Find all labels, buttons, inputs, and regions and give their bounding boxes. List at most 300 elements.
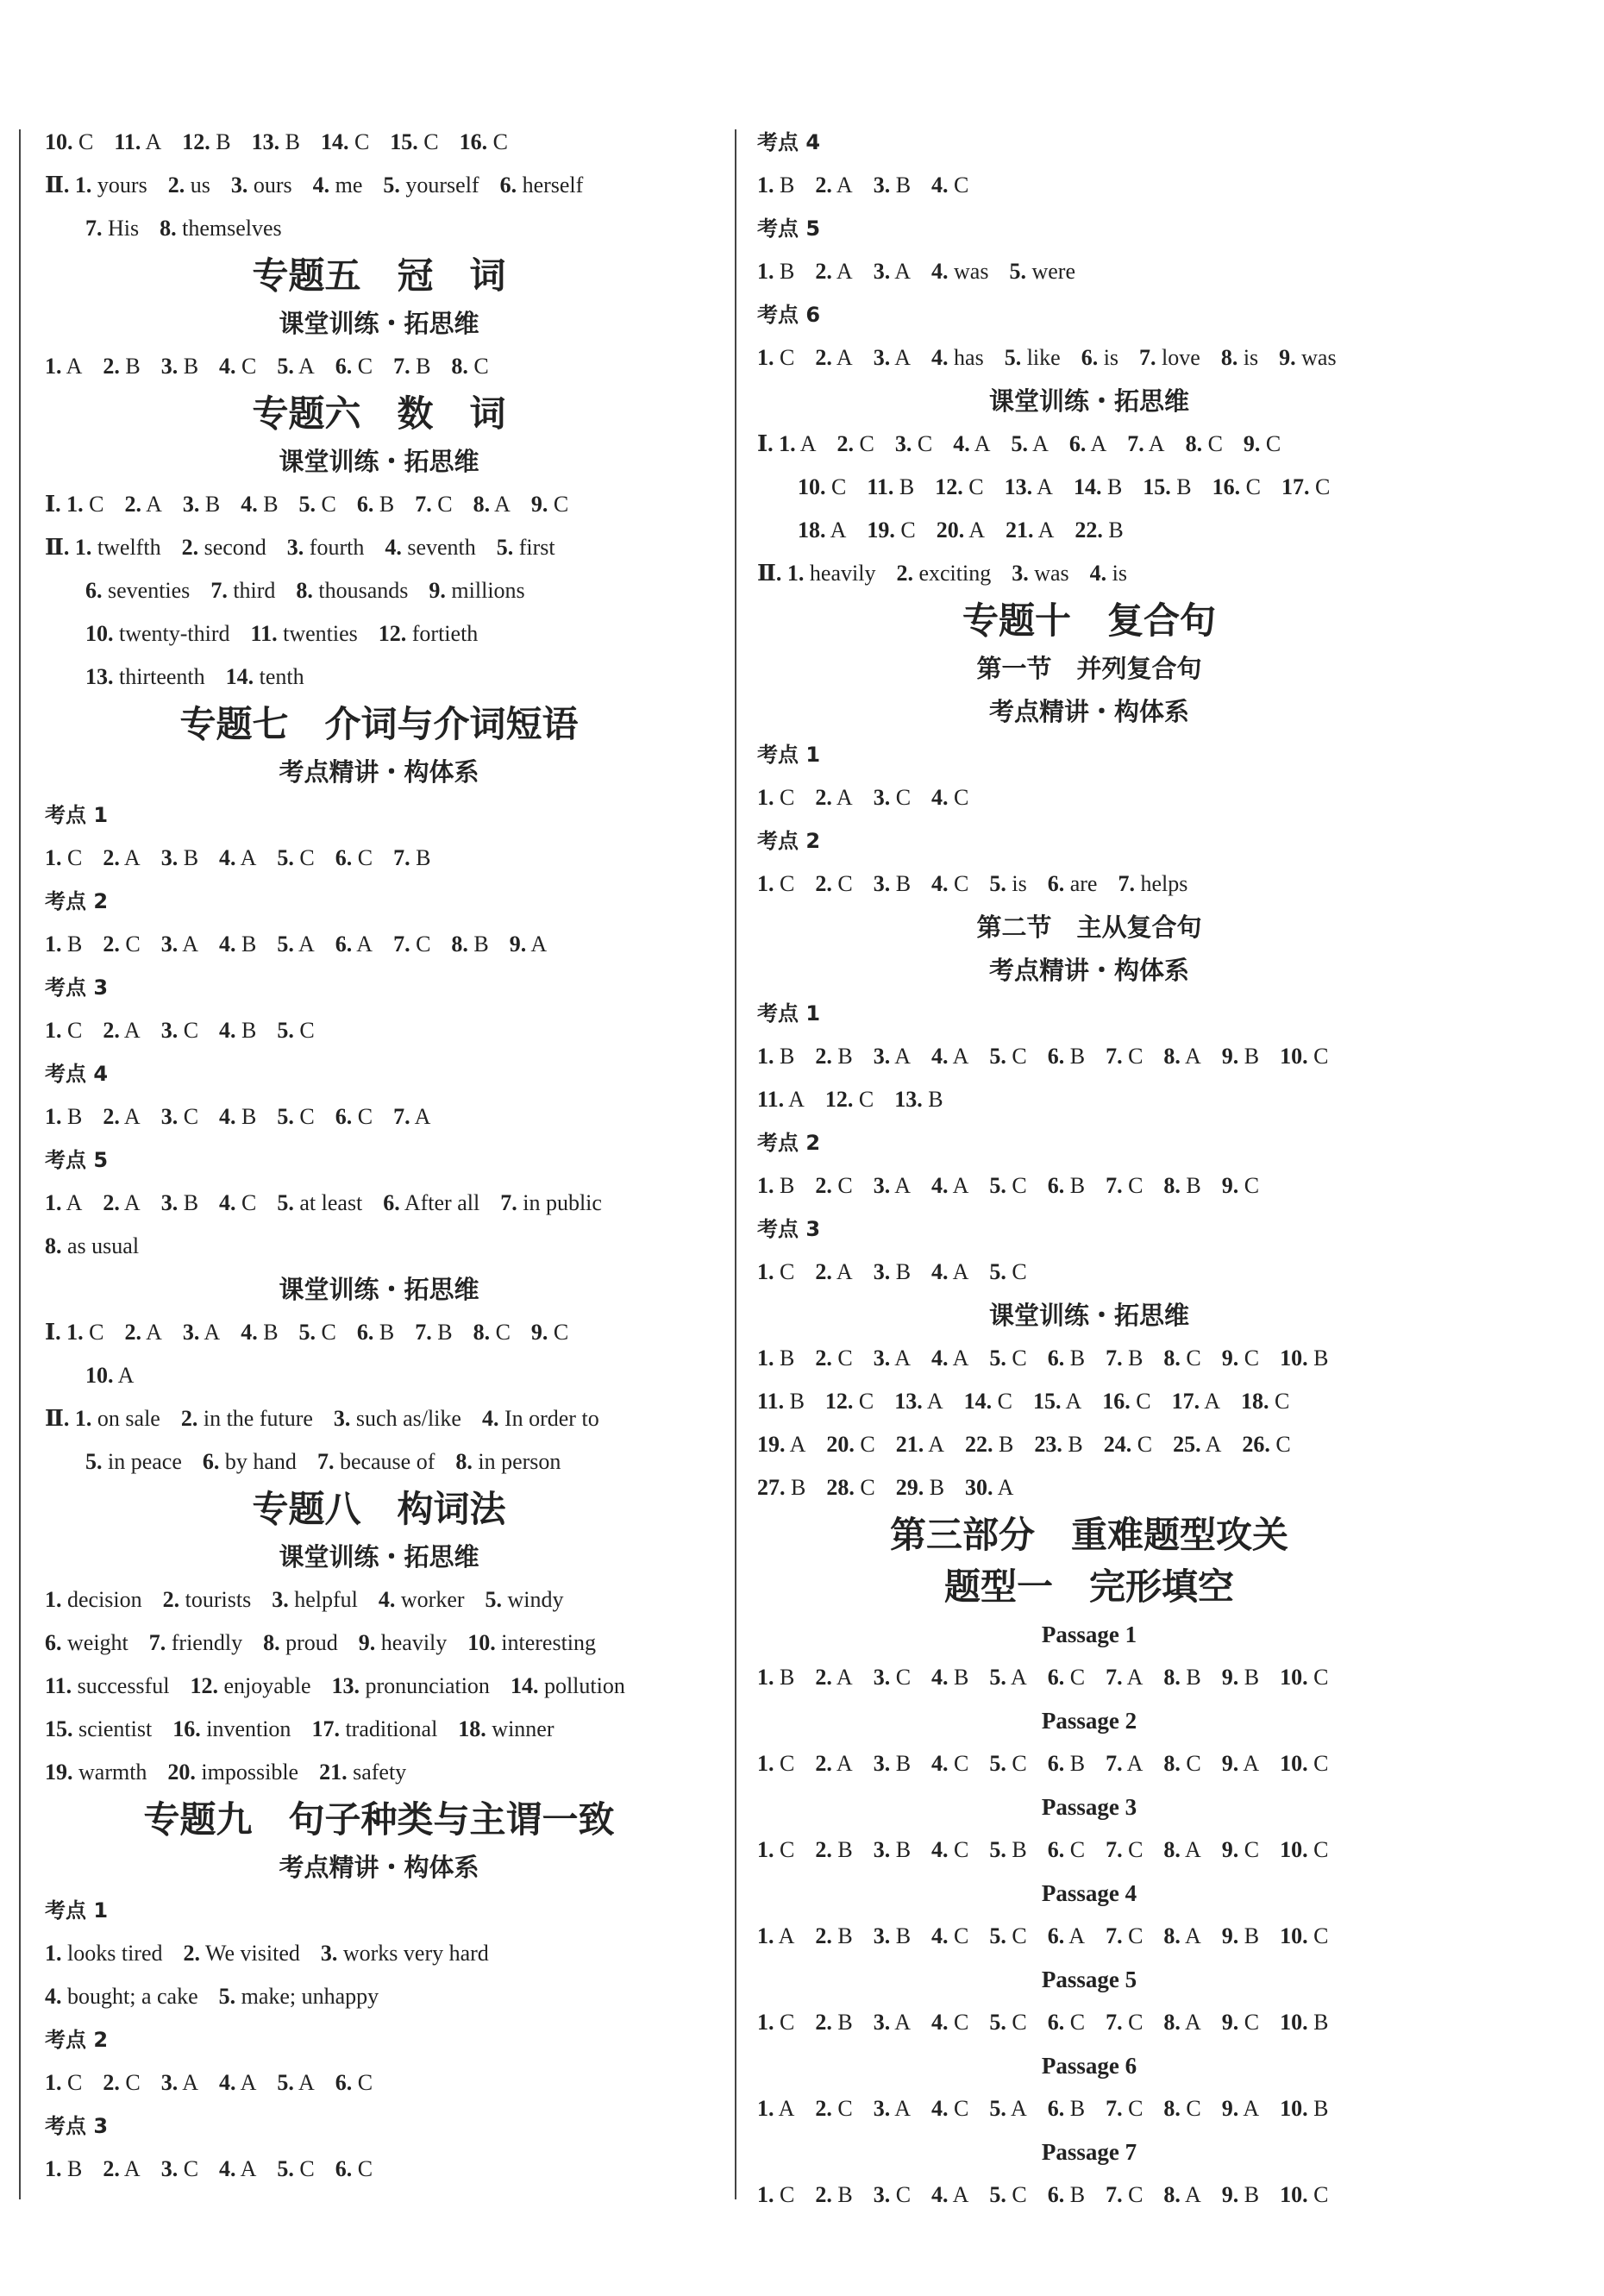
topic-title: 专题五 冠 词 [252,254,506,297]
answer-item: 1. B [45,1104,83,1129]
right-column [757,121,1421,2217]
answer-item: 2. C [103,932,141,957]
answer-item: 11. B [757,1389,805,1414]
answer-item: 9. millions [429,578,525,603]
answer-item: 6. C [335,2070,373,2095]
answer-item: 10. C [45,129,94,154]
answer-item: 2. A [103,1104,141,1129]
answer-item: 5. first [496,535,555,560]
answer-item: 4. C [219,354,257,379]
answer-item: 2. A [124,1320,162,1345]
answer-item: 19. C [867,518,916,543]
answer-item: 10. C [1280,1923,1329,1948]
answer-item: 3. A [873,259,912,284]
answer-item: 8. A [1163,2182,1201,2207]
section-heading: 课堂训练・拓思维 [279,447,479,476]
answer-item: 14. B [1073,474,1123,499]
answer-item: Ⅱ. 1. yours [45,173,147,198]
answer-item: 19. A [757,1432,806,1457]
answer-item: 2. B [815,1044,853,1069]
answer-item: 6. weight [45,1630,128,1655]
answer-item: 1. C [757,1751,795,1776]
answer-item: 8. thousands [296,578,409,603]
answer-item: 13. B [894,1087,943,1112]
answer-item: 18. A [798,518,847,543]
answer-item: 2. A [815,259,853,284]
answer-item: 2. A [103,845,141,870]
answer-item: 4. A [931,1259,969,1284]
section-heading: 考点精讲・构体系 [279,757,479,787]
answer-item: 2. in the future [180,1406,313,1431]
answer-item: 22. B [1075,518,1124,543]
answer-item: 5. C [989,2182,1027,2207]
answer-item: 1. C [757,2182,795,2207]
answer-item: 8. proud [263,1630,338,1655]
answer-item: 8. themselves [160,216,282,241]
answer-row [45,1932,713,1975]
answer-item: 3. works very hard [320,1941,489,1966]
answer-item: 2. C [815,1173,853,1198]
answer-item: 7. love [1139,345,1200,370]
answer-item: 5. C [277,845,315,870]
answer-item: 3. B [873,1259,912,1284]
answer-item: 4. C [931,2096,969,2121]
answer-item: 6. B [1047,1173,1086,1198]
answer-item: 6. C [335,1104,373,1129]
answer-item: 7. B [393,354,431,379]
answer-item: 1. C [757,1259,795,1284]
answer-item: 4. is [1089,561,1127,586]
answer-item: 7. because of [316,1449,435,1474]
answer-item: 1. B [757,173,795,198]
answer-item: 1. decision [45,1587,142,1612]
answer-item: 1. A [45,1190,83,1215]
section-heading: 课堂训练・拓思维 [279,1542,479,1571]
answer-item: 10. C [1280,1837,1329,1862]
answer-item: 5. like [1004,345,1061,370]
answer-item: 14. C [963,1389,1012,1414]
answer-item: 9. C [1221,1173,1260,1198]
answer-row [45,656,713,699]
answer-item: 11. B [867,474,915,499]
answer-row [757,423,1421,466]
topic-title: 第三部分 重难题型攻关 [889,1514,1288,1556]
answer-item: 8. C [1163,1751,1201,1776]
left-column [45,121,713,2191]
answer-item: 28. C [826,1475,875,1500]
answer-item: 7. A [1127,431,1165,456]
topic-title: 专题十 复合句 [962,599,1216,642]
answer-item: 7. C [1106,2096,1143,2121]
answer-row [757,776,1421,819]
answer-item: 5. were [1009,259,1075,284]
answer-item: 5. A [989,2096,1027,2121]
answer-item: 8. is [1220,345,1259,370]
answer-item: 5. C [277,2156,315,2181]
answer-item: 5. C [989,2010,1027,2035]
answer-item: 12. C [824,1389,874,1414]
section-heading: 课堂训练・拓思维 [279,309,479,338]
section-heading: 第二节 主从复合句 [976,913,1202,942]
answer-item: 8. C [1163,2096,1201,2121]
answer-item: 11. successful [45,1673,170,1698]
answer-item: 10. C [1280,1044,1329,1069]
answer-row [757,1251,1421,1294]
answer-item: 6. B [1047,1346,1086,1371]
answer-item: 1. C [757,1837,795,1862]
answer-item: 7. friendly [148,1630,243,1655]
answer-item: 4. C [931,871,969,896]
answer-item: 6. C [335,354,373,379]
answer-item: 2. B [815,2182,853,2207]
answer-item: 7. A [1106,1665,1143,1690]
answer-item: 4. A [931,1346,969,1371]
answer-item: 9. C [1221,1837,1260,1862]
answer-item: 8. A [1163,1923,1201,1948]
answer-item: 21. A [1006,518,1055,543]
answer-item: 19. warmth [45,1760,147,1785]
answer-item: 2. second [181,535,266,560]
answer-item: 9. C [1243,431,1281,456]
answer-row [45,1751,713,1794]
answer-item: 3. C [894,431,933,456]
answer-item: 6. B [356,492,395,517]
answer-item: 1. C [757,345,795,370]
answer-item: 6. B [356,1320,395,1345]
answer-item: 21. A [895,1432,945,1457]
section-heading: 考点精讲・构体系 [988,697,1189,726]
answer-item: 5. A [277,354,315,379]
answer-item: 3. B [873,1837,912,1862]
answer-row [45,207,713,250]
answer-item: 6. is [1081,345,1119,370]
answer-row [45,121,713,164]
answer-item: 3. C [160,2156,199,2181]
answer-item: 7. in public [500,1190,602,1215]
answer-item: 7. C [1106,2010,1143,2035]
answer-item: 2. B [815,2010,853,2035]
answer-item: 18. winner [458,1716,555,1741]
topic-title: 专题六 数 词 [252,392,506,435]
answer-row [757,1915,1421,1958]
answer-item: 4. A [219,2070,257,2095]
passage-heading: Passage 1 [1041,1622,1137,1647]
answer-item: 5. C [989,1923,1027,1948]
answer-item: 10. B [1280,2010,1329,2035]
answer-item: 16. C [1212,474,1261,499]
answer-item: 3. B [160,354,199,379]
answer-item: 14. C [320,129,370,154]
answer-item: 10. C [1280,1665,1329,1690]
kaodian-label: 考点 1 [757,1001,821,1026]
answer-item: 5. A [1011,431,1049,456]
answer-item: 2. A [815,785,853,810]
kaodian-label: 考点 2 [45,889,109,913]
answer-item: 4. A [219,2156,257,2181]
answer-item: 3. B [160,1190,199,1215]
answer-item: 11. A [114,129,162,154]
section-heading: 考点精讲・构体系 [988,956,1189,985]
topic-title: 专题七 介词与介词短语 [179,703,579,745]
answer-item: 13. thirteenth [85,664,205,689]
answer-item: 24. C [1103,1432,1153,1457]
answer-item: 6. C [1047,1665,1086,1690]
answer-item: 8. as usual [45,1233,140,1258]
answer-item: 21. safety [319,1760,407,1785]
answer-item: 4. C [931,173,969,198]
answer-item: 6. herself [499,173,584,198]
answer-item: 7. His [85,216,140,241]
answer-row [757,1656,1421,1699]
answer-item: 6. B [1047,2096,1086,2121]
answer-row [45,483,713,526]
answer-item: 20. C [826,1432,875,1457]
answer-item: 5. C [989,1259,1027,1284]
answer-item: 15. C [390,129,439,154]
answer-item: 16. C [459,129,508,154]
answer-item: 6. After all [383,1190,480,1215]
answer-item: 2. C [815,1346,853,1371]
answer-item: 1. B [757,1173,795,1198]
kaodian-label: 考点 2 [757,829,821,853]
kaodian-label: 考点 5 [45,1148,109,1172]
kaodian-label: 考点 6 [757,303,821,327]
kaodian-label: 考点 3 [757,1217,821,1241]
answer-item: 4. A [219,845,257,870]
answer-item: 9. B [1221,1665,1260,1690]
answer-item: 20. impossible [167,1760,299,1785]
answer-item: 17. traditional [311,1716,438,1741]
answer-item: 12. C [824,1087,874,1112]
answer-item: 3. ours [230,173,292,198]
answer-item: 3. A [873,2010,912,2035]
answer-row [757,1466,1421,1509]
kaodian-label: 考点 1 [757,743,821,767]
answer-item: 7. C [1106,1173,1143,1198]
answer-row [757,164,1421,207]
answer-item: 5. C [989,1751,1027,1776]
answer-row [45,1009,713,1052]
answer-item: 2. B [103,354,141,379]
answer-item: 16. invention [172,1716,291,1741]
answer-row [45,569,713,612]
left-margin-line [19,129,21,2199]
answer-row [757,336,1421,380]
answer-item: 10. B [1280,2096,1329,2121]
section-heading: 课堂训练・拓思维 [988,386,1189,416]
answer-item: 7. C [1106,2182,1143,2207]
answer-item: 6. C [1047,1837,1086,1862]
answer-item: 2. C [815,2096,853,2121]
answer-item: 1. B [45,2156,83,2181]
answer-item: 12. C [935,474,984,499]
answer-item: 10. B [1280,1346,1329,1371]
answer-item: 7. C [1106,1044,1143,1069]
answer-item: 1. C [757,2010,795,2035]
answer-row [45,923,713,966]
answer-item: 15. scientist [45,1716,153,1741]
answer-item: 8. B [1163,1173,1201,1198]
answer-item: 4. seventh [385,535,476,560]
answer-item: 3. B [873,1751,912,1776]
answer-item: 1. B [45,932,83,957]
answer-item: 6. A [1047,1923,1086,1948]
answer-item: 7. C [393,932,431,957]
kaodian-label: 考点 2 [45,2028,109,2052]
answer-item: 15. B [1143,474,1192,499]
answer-item: 6. A [1068,431,1107,456]
answer-row [757,250,1421,293]
answer-item: 2. C [836,431,874,456]
answer-item: 4. was [931,259,989,284]
answer-item: 3. such as/like [333,1406,461,1431]
answer-item: 14. pollution [510,1673,625,1698]
answer-item: 4. B [931,1665,969,1690]
answer-item: 1. B [757,259,795,284]
answer-item: 26. C [1242,1432,1291,1457]
answer-item: 9. B [1221,1044,1260,1069]
answer-item: 2. exciting [896,561,992,586]
answer-row [757,863,1421,906]
answer-item: 9. B [1221,1923,1260,1948]
answer-item: 4. B [219,1104,257,1129]
kaodian-label: 考点 4 [45,1062,109,1086]
answer-item: 4. C [931,1837,969,1862]
answer-row [45,2148,713,2191]
answer-item: 20. A [936,518,986,543]
answer-item: 7. C [415,492,453,517]
answer-item: 5. C [298,492,336,517]
answer-item: 10. C [1280,2182,1329,2207]
answer-item: 4. C [931,1923,969,1948]
answer-item: 3. C [873,2182,912,2207]
answer-row [45,1622,713,1665]
passage-heading: Passage 6 [1041,2053,1137,2079]
answer-item: 4. A [931,1173,969,1198]
answer-item: 2. A [815,1751,853,1776]
answer-item: 2. us [167,173,210,198]
answer-row [45,612,713,656]
answer-item: 4. B [241,492,279,517]
answer-item: 6. C [1047,2010,1086,2035]
answer-item: 2. A [103,1018,141,1043]
answer-item: Ⅰ. 1. C [45,492,104,517]
kaodian-label: 考点 2 [757,1131,821,1155]
answer-item: 2. A [103,2156,141,2181]
answer-item: 3. A [182,1320,221,1345]
answer-item: 4. A [931,1044,969,1069]
answer-row [757,466,1421,509]
answer-item: 3. B [182,492,221,517]
answer-item: 2. A [815,173,853,198]
answer-item: 9. heavily [358,1630,448,1655]
answer-item: 15. A [1032,1389,1082,1414]
answer-item: 7. A [1106,1751,1143,1776]
answer-item: Ⅱ. 1. heavily [757,561,876,586]
answer-row [757,1164,1421,1208]
answer-item: 18. C [1240,1389,1290,1414]
passage-heading: Passage 5 [1041,1967,1137,1992]
answer-item: 10. C [798,474,847,499]
answer-item: 4. C [931,785,969,810]
answer-item: 2. A [815,345,853,370]
answer-item: 3. A [873,345,912,370]
answer-item: 2. B [815,1837,853,1862]
answer-row [757,1337,1421,1380]
answer-item: 4. A [931,2182,969,2207]
answer-item: 13. pronunciation [331,1673,490,1698]
answer-item: 9. A [1221,2096,1260,2121]
answer-item: 1. A [757,2096,795,2121]
answer-item: 3. A [873,1173,912,1198]
answer-item: 5. A [989,1665,1027,1690]
answer-item: 4. In order to [481,1406,599,1431]
answer-item: 1. A [45,354,83,379]
answer-item: 30. A [965,1475,1014,1500]
answer-item: 7. C [1106,1923,1143,1948]
answer-item: 4. worker [378,1587,465,1612]
answer-item: 6. C [335,2156,373,2181]
answer-item: 5. in peace [85,1449,182,1474]
answer-item: 23. B [1034,1432,1083,1457]
answer-item: 4. B [219,1018,257,1043]
answer-row [45,1311,713,1354]
answer-row [45,1354,713,1397]
answer-row [757,552,1421,595]
answer-item: Ⅱ. 1. twelfth [45,535,161,560]
answer-item: 8. B [1163,1665,1201,1690]
answer-item: 3. A [160,2070,199,2095]
answer-item: 6. B [1047,2182,1086,2207]
answer-item: 4. B [241,1320,279,1345]
answer-item: 6. B [1047,1751,1086,1776]
topic-title: 专题八 构词法 [252,1488,506,1530]
section-heading: 课堂训练・拓思维 [279,1275,479,1304]
answer-item: 8. A [1163,1044,1201,1069]
answer-row [45,1225,713,1268]
answer-item: 11. twenties [250,621,358,646]
answer-item: 9. A [509,932,548,957]
answer-item: 9. C [530,492,569,517]
answer-item: 8. B [451,932,489,957]
answer-item: 3. C [160,1018,199,1043]
answer-item: 5. at least [277,1190,363,1215]
section-heading: 第一节 并列复合句 [976,654,1202,683]
answer-item: 6. B [1047,1044,1086,1069]
answer-item: 5. A [277,932,315,957]
answer-item: 7. B [393,845,431,870]
answer-item: 4. C [219,1190,257,1215]
answer-item: 13. A [1004,474,1053,499]
answer-item: 9. A [1221,1751,1260,1776]
answer-item: 1. C [45,845,83,870]
answer-item: 6. seventies [85,578,191,603]
answer-item: 7. third [210,578,276,603]
answer-row [757,1035,1421,1078]
answer-item: 13. A [894,1389,943,1414]
kaodian-label: 考点 5 [757,216,821,241]
answer-item: 4. has [931,345,984,370]
section-heading: 考点精讲・构体系 [279,1853,479,1882]
answer-item: 3. B [160,845,199,870]
answer-item: 1. B [757,1044,795,1069]
answer-item: Ⅱ. 1. on sale [45,1406,160,1431]
answer-item: 8. A [1163,1837,1201,1862]
answer-item: 9. B [1221,2182,1260,2207]
answer-item: 5. C [277,1018,315,1043]
answer-item: 3. C [160,1104,199,1129]
answer-row [45,1095,713,1139]
